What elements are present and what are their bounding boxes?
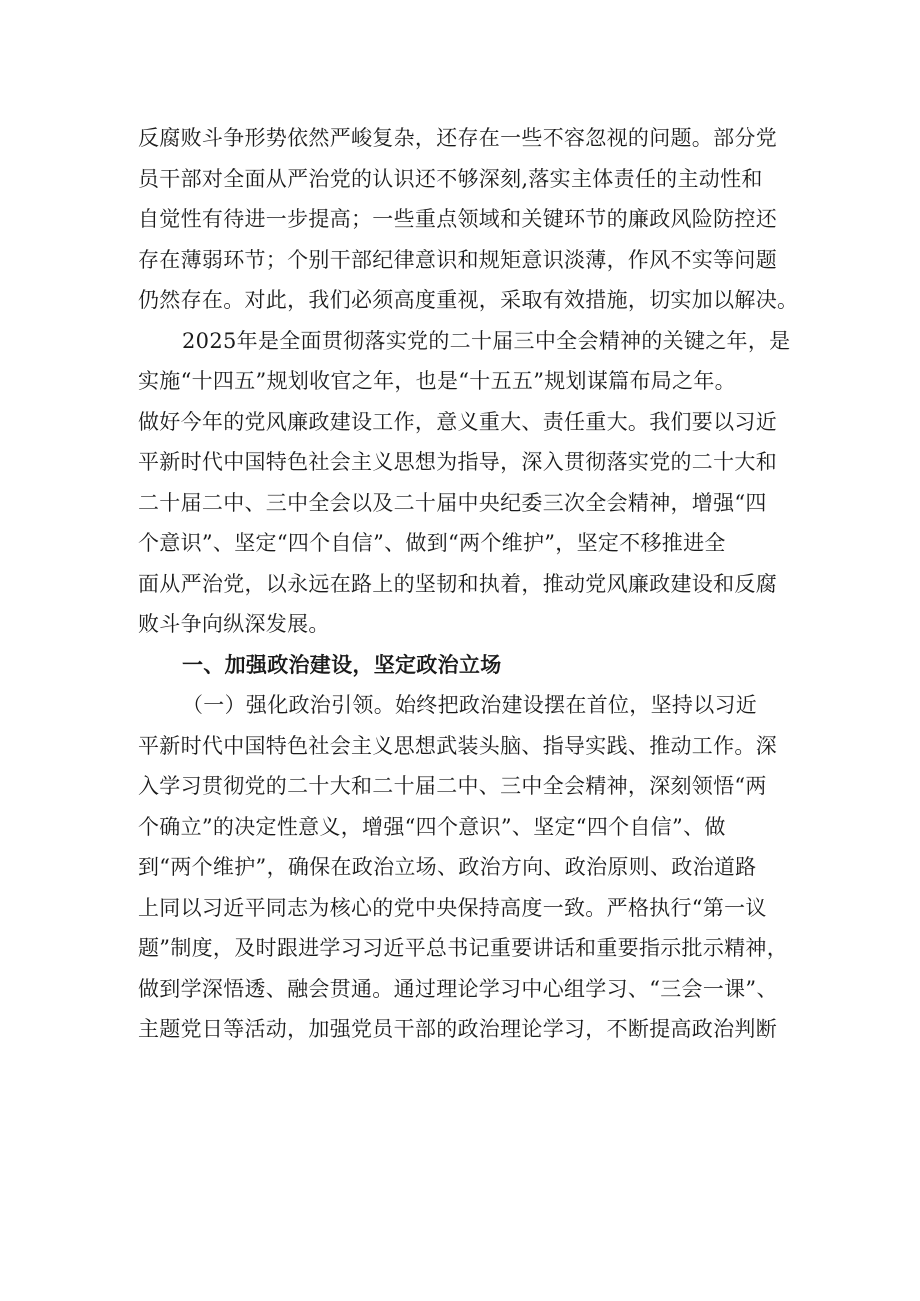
paragraph-first-line: （一）强化政治引领。始终把政治建设摆在首位，坚持以习近 <box>182 693 758 717</box>
body-line: 败斗争向纵深发展。 <box>138 612 330 636</box>
body-line: 存在薄弱环节；个别干部纪律意识和规矩意识淡薄，作风不实等问题 <box>138 247 777 272</box>
body-line: 仍然存在。对此，我们必须高度重视，采取有效措施，切实加以解决。 <box>138 288 799 312</box>
body-line: 题”制度，及时跟进学习习近平总书记重要讲话和重要指示批示精神， <box>138 936 789 960</box>
body-line: 面从严治党，以永远在路上的坚韧和执着，推动党风廉政建设和反腐 <box>138 571 777 596</box>
section-heading: 一、加强政治建设，坚定政治立场 <box>182 652 502 677</box>
body-line: 实施“十四五”规划收官之年，也是“十五五”规划谋篇布局之年。 <box>138 369 736 393</box>
body-line: 入学习贯彻党的二十大和二十届二中、三中全会精神，深刻领悟“两 <box>138 774 767 798</box>
body-line: 做好今年的党风廉政建设工作，意义重大、责任重大。我们要以习近 <box>138 409 777 434</box>
body-line: 平新时代中国特色社会主义思想武装头脑、指导实践、推动工作。深 <box>138 733 777 758</box>
body-line: 二十届二中、三中全会以及二十届中央纪委三次全会精神，增强“四 <box>138 490 767 515</box>
body-line: 主题党日等活动，加强党员干部的政治理论学习，不断提高政治判断 <box>138 1017 777 1041</box>
body-line: 反腐败斗争形势依然严峻复杂，还存在一些不容忽视的问题。部分党 <box>138 126 777 150</box>
body-line: 上同以习近平同志为核心的党中央保持高度一致。严格执行“第一议 <box>138 895 767 920</box>
body-line: 个意识”、坚定“四个自信”、做到“两个维护”，坚定不移推进全 <box>138 531 726 555</box>
paragraph-first-line: 2025年是全面贯彻落实党的二十届三中全会精神的关键之年，是 <box>182 328 791 353</box>
body-line: 个确立”的决定性意义，增强“四个意识”、坚定“四个自信”、做 <box>138 814 726 839</box>
body-line: 自觉性有待进一步提高；一些重点领域和关键环节的廉政风险防控还 <box>138 207 777 231</box>
document-body <box>138 118 798 1050</box>
body-line: 员干部对全面从严治党的认识还不够深刻,落实主体责任的主动性和 <box>138 166 763 191</box>
body-line: 做到学深悟透、融会贯通。通过理论学习中心组学习、“三会一课”、 <box>138 976 778 1001</box>
body-line: 到“两个维护”，确保在政治立场、政治方向、政治原则、政治道路 <box>138 855 757 879</box>
body-line: 平新时代中国特色社会主义思想为指导，深入贯彻落实党的二十大和 <box>138 450 777 474</box>
